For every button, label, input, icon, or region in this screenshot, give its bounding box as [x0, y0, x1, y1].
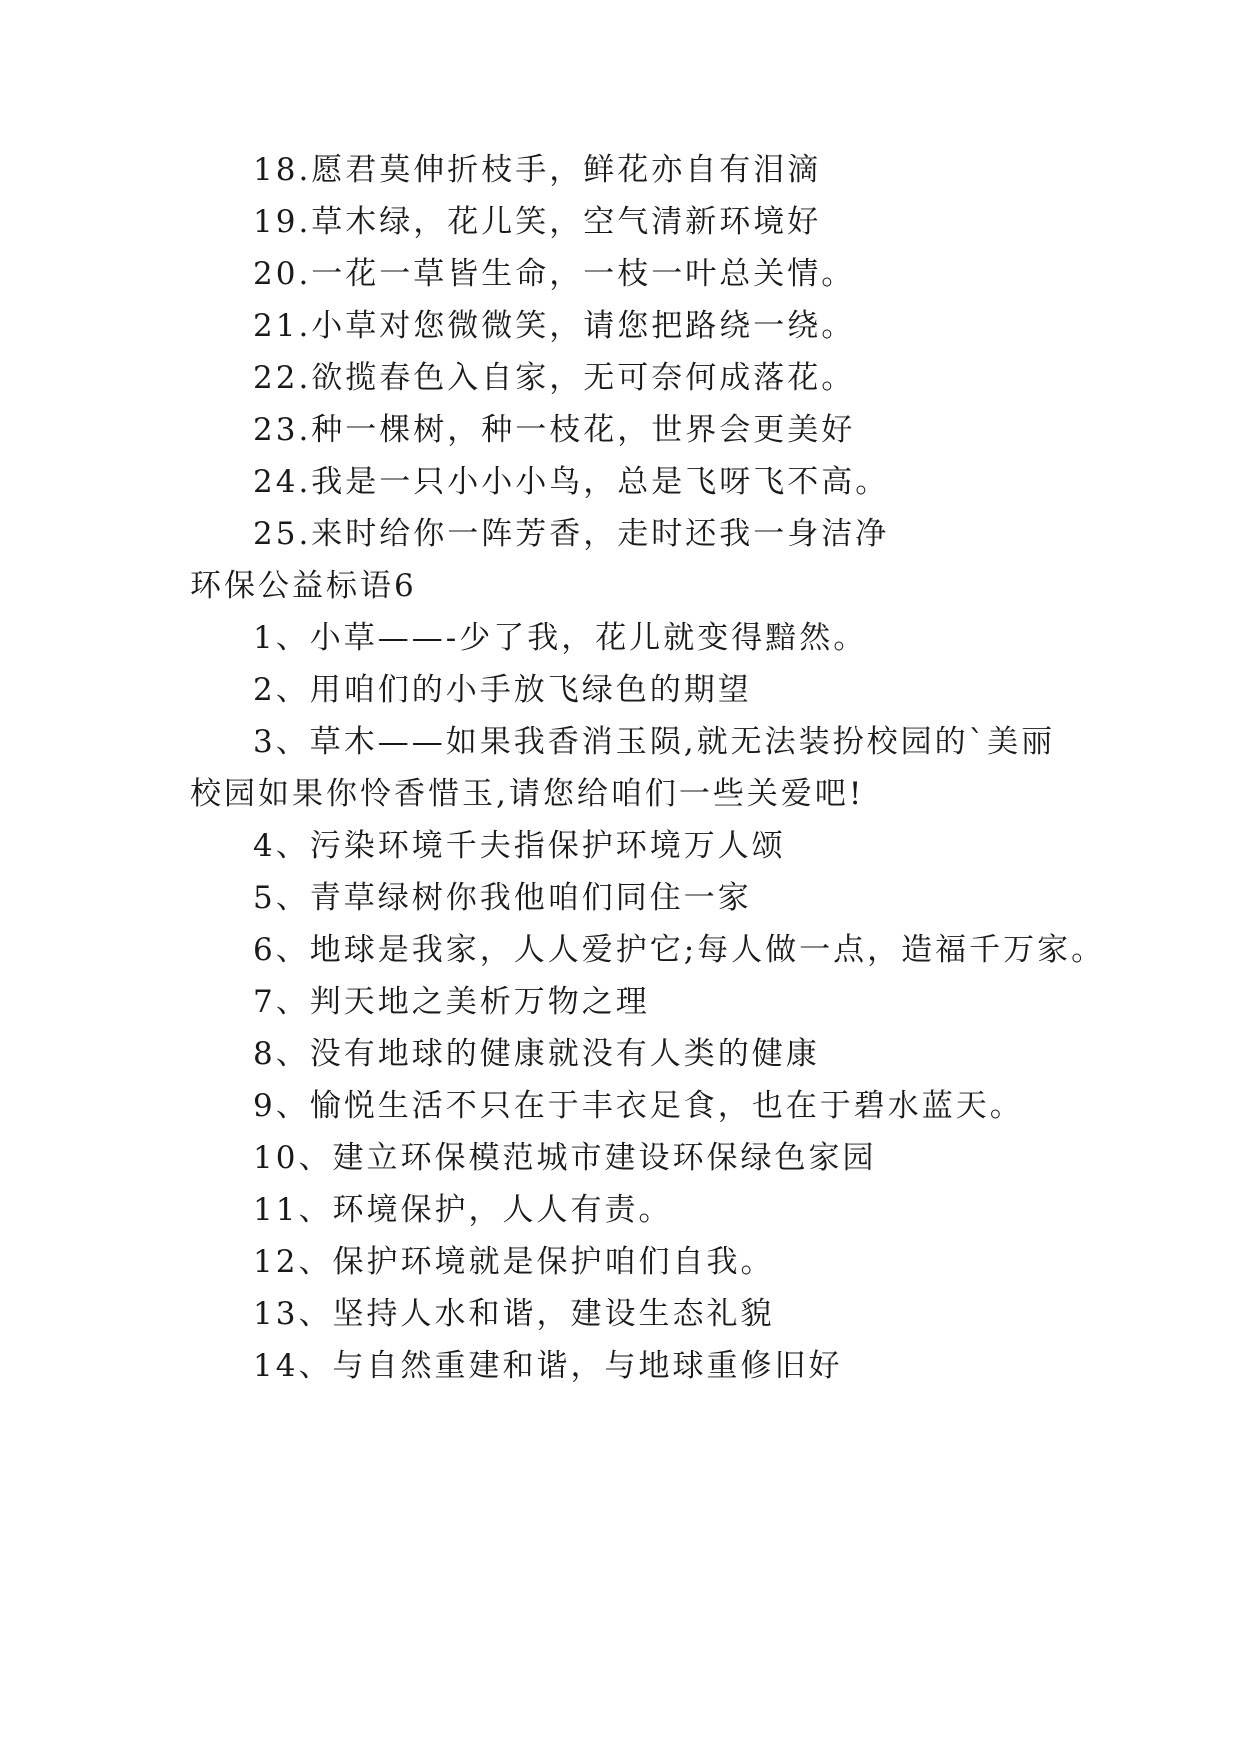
slogan-line-14: 14、与自然重建和谐，与地球重修旧好: [253, 1348, 843, 1384]
slogan-line-13: 13、坚持人水和谐，建设生态礼貌: [253, 1296, 775, 1332]
slogan-line-2: 2、用咱们的小手放飞绿色的期望: [253, 672, 752, 708]
slogan-line-9: 9、愉悦生活不只在于丰衣足食，也在于碧水蓝天。: [253, 1088, 1024, 1124]
slogan-line-25: 25.来时给你一阵芳香，走时还我一身洁净: [253, 516, 890, 552]
slogan-line-24: 24.我是一只小小小鸟，总是飞呀飞不高。: [253, 464, 890, 500]
slogan-line-7: 7、判天地之美析万物之理: [253, 984, 650, 1020]
slogan-line-3-continued: 校园如果你怜香惜玉,请您给咱们一些关爱吧!: [190, 776, 865, 812]
slogan-line-22: 22.欲揽春色入自家，无可奈何成落花。: [253, 360, 856, 396]
slogan-line-18: 18.愿君莫伸折枝手，鲜花亦自有泪滴: [253, 152, 822, 188]
slogan-line-23: 23.种一棵树，种一枝花，世界会更美好: [253, 412, 856, 448]
slogan-line-21: 21.小草对您微微笑，请您把路绕一绕。: [253, 308, 856, 344]
slogan-line-12: 12、保护环境就是保护咱们自我。: [253, 1244, 775, 1280]
slogan-line-8: 8、没有地球的健康就没有人类的健康: [253, 1036, 820, 1072]
slogan-line-4: 4、污染环境千夫指保护环境万人颂: [253, 828, 786, 864]
slogan-line-10: 10、建立环保模范城市建设环保绿色家园: [253, 1140, 877, 1176]
slogan-line-1: 1、小草——-少了我，花儿就变得黯然。: [253, 620, 868, 656]
slogan-line-5: 5、青草绿树你我他咱们同住一家: [253, 880, 752, 916]
slogan-line-20: 20.一花一草皆生命，一枝一叶总关情。: [253, 256, 856, 292]
slogan-line-6: 6、地球是我家，人人爱护它;每人做一点，造福千万家。: [253, 932, 1106, 968]
slogan-line-11: 11、环境保护，人人有责。: [253, 1192, 673, 1228]
section-heading: 环保公益标语6: [190, 568, 417, 604]
slogan-line-3: 3、草木——如果我香消玉陨,就无法装扮校园的`美丽: [253, 724, 1056, 760]
slogan-line-19: 19.草木绿，花儿笑，空气清新环境好: [253, 204, 822, 240]
